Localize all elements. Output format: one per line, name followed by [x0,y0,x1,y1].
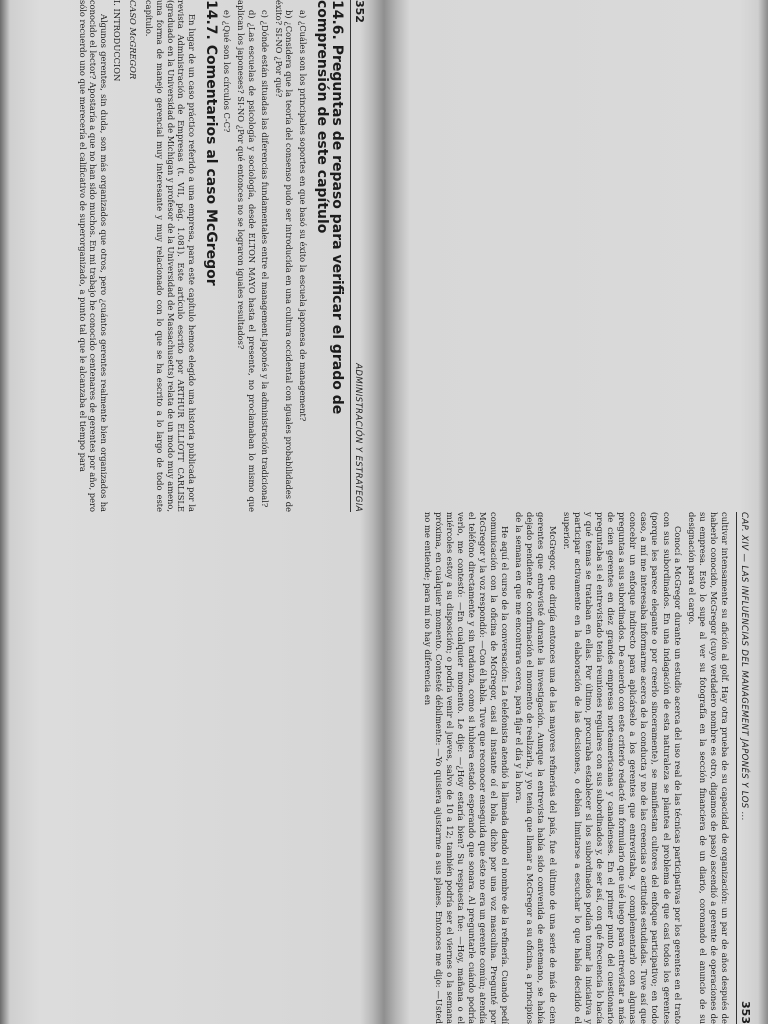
right-page-number: 353 [739,1001,752,1024]
left-running-head: ADMINISTRACIÓN Y ESTRATEGIA [353,363,363,512]
question-a: a) ¿Cuáles son los principales soportes en que basó su éxito la escuela japonesa de management? [298,10,308,422]
left-page-header [350,0,366,512]
question-e: e) ¿Qué son los círculos C-C? [222,10,233,133]
intro-paragraph: Algunos gerentes, sin duda, son más organizados que otros, pero ¿cuántos gerentes realmente bien organizados ha conocido el lector? Apostaría a que no han sido muchos. En mi trabajo he conocido centenares de gerentes por año, pero sólo recuerdo uno que merecería el calificativo de superorganizado, a punto tal que le alcanzaba el tiempo para [77,0,109,512]
left-page-number: 352 [353,0,366,23]
right-page-header [736,512,752,1024]
right-running-head: CAP. XIV — LAS INFLUENCIAS DEL MANAGEMENT JAPONÉS Y LOS ... [739,512,749,822]
right-paragraph-1: cultivar intensamente su afición al golf. Hay otra prueba de su capacidad de organización: un par de años después de haberlo conocido, McGregor (cuyo verdadero nombre es otro, digamos de paso) ascendió a gerente de operaciones de su empresa. Esto lo supe al ver su fotografía en la sección financiera de un diario, coronando el anuncio de su designación para el cargo. [686,512,730,1024]
right-paragraph-4: He aquí el curso de la conversación: La telefonista atendió la llamada dando el nombre de la refinería. Cuando pedí comunicación con la oficina de McGregor, casi al instante oí el hola, dicho por una voz masculina. Pregunté por McGregor y la voz respondió: —Con él habla. Tuve que reconocer enseguida que éste no era un gerente común; atendía el teléfono directamente y sin tardanza, como si hubiera estado esperando que sonara. Al preguntarle cuándo podría verlo, me contestó: —En cualquier momento. Le dije: —¿Hoy estaría bien? Su respuesta fue: —Hoy, mañana o el miércoles estoy a su disposición; o podría venir el jueves, salvo de 10 a 12; también podría ser el viernes o la semana próxima, en cualquier momento. Contesté débilmente: —Yo quisiera ajustarme a sus planes. Entonces me dijo: —Usted no me entiende; para mí no hay diferencia en [422,512,511,1024]
section-14-6-title: 14.6. Preguntas de repaso para verificar el grado de comprensión de este capítulo [314,0,345,415]
left-page [10,0,366,512]
right-paragraph-2: Conocí a McGregor durante un estudio acerca del uso real de las técnicas participativas por los gerentes en el trato con sus subordinados. En una indagación de esta naturaleza se plantea el problema de que casi todos los gerentes (porque les parece elegante o por creerlo sinceramente), se manifiestan cultores del enfoque participativo; en todo caso, a mí me interesaba informarme acerca de la conducta y no de las creencias o actitudes estudiadas. Tuve así que concebir un enfoque indirecto para aplicárselo a los gerentes que entrevistaba, y complementarlo con algunas preguntas a sus subordinados. De acuerdo con este criterio redacté un formulario que usé luego para entrevistar a más de cien gerentes en diez grandes empresas norteamericanas y canadienses. En el primer punto del cuestionario preguntaba si el entrevistado tenía reuniones regulares con sus subordinados y, de ser así, con qué frecuencia lo hacía y qué temas se trataban en ellas. Por último, procuraba establecer si los subordinados podían tomar la iniciativa y participar activamente en la elaboración de las decisiones, o debían limitarse a escuchar lo que había decidido el superior. [561,512,683,1024]
section-14-7-paragraph: En lugar de un caso práctico referido a una empresa, para este capítulo hemos elegido una historia publicada por la revista Administración de Empresas (t. VII, pág. 1.081). Este artículo escrito por ARTHUR ELLIOTT CARLISLE (graduado en la Universidad de Michigan y profesor de la Universidad de Massachusetts) relata de un modo muy ameno, una forma de manejo gerencial muy interesante y muy relacionado con lo que se ha escrito a lo largo de todo este capítulo. [144,0,197,512]
question-b: b) ¿Considera que la teoría del consenso pudo ser introducida en una cultura occidental con iguales probabilidades de éxito? SI-NO ¿Por qué? [273,0,295,512]
case-heading: CASO McGREGOR [127,0,138,80]
right-paragraph-3: McGregor, que dirigía entonces una de las mayores refinerías del país, fue el último de una serie de más de cien gerentes que entrevisté durante la investigación. Aunque la entrevista había sido convenida de antemano, se había dejado pendiente de confirmación el momento de realizarla, y yo tenía que llamar a McGregor a su oficina, a principios de la semana en que me encontrara cerca, para fijar el día y la hora. [514,512,558,1024]
section-14-7-title: 14.7. Comentarios al caso McGregor [202,0,219,286]
question-c: c) ¿Dónde están situadas las diferencias fundamentales entre el management japonés y la administración tradicional? [260,10,271,508]
right-page [396,512,752,1024]
intro-heading: I. INTRODUCCION [111,0,122,82]
question-d: d) ¿Las escuelas de psicología y sociología, desde ELTON MAYO hasta el presente, no proclamaban lo mismo que aplican los japoneses? SI-NO ¿Por qué entonces no se lograron iguales resultados? [236,0,257,512]
